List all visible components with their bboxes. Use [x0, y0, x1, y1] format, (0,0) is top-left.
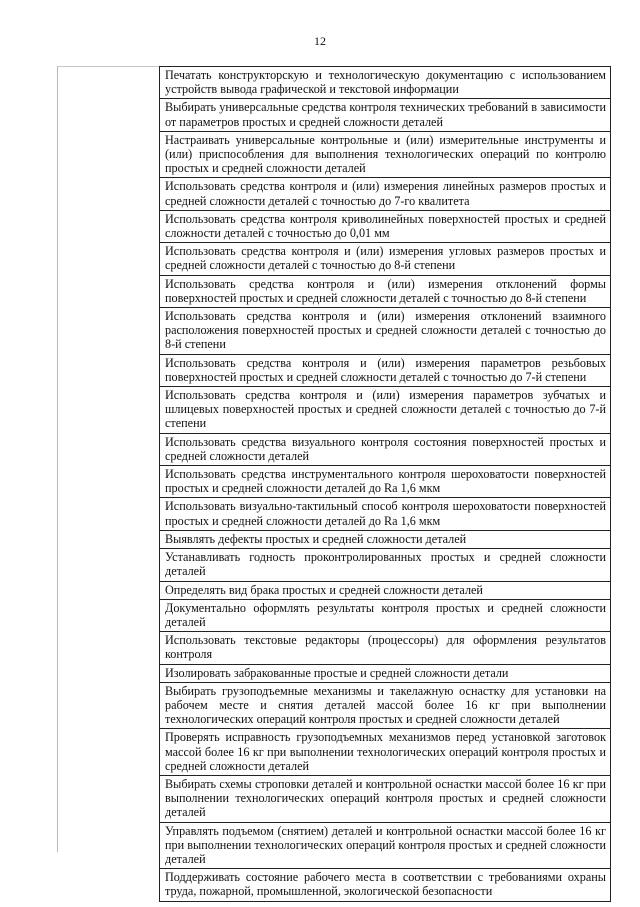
table-row: Использовать средства визуального контроля состояния поверхностей простых и средней сложности деталей [160, 434, 610, 466]
left-column-border [57, 66, 58, 852]
table-row: Проверять исправность грузоподъемных механизмов перед установкой заготовок массой более 16 кг при выполнении технологических операций контроля простых и средней сложности деталей [160, 729, 610, 776]
table-row: Управлять подъемом (снятием) деталей и контрольной оснастки массой более 16 кг при выполнении технологических операций контроля простых и средней сложности деталей [160, 823, 610, 870]
left-column-top-rule [57, 66, 161, 67]
table-row: Устанавливать годность проконтролированных простых и средней сложности деталей [160, 549, 610, 581]
skills-table [159, 66, 611, 902]
table-row: Использовать текстовые редакторы (процессоры) для оформления результатов контроля [160, 632, 610, 664]
table-row: Использовать средства контроля криволинейных поверхностей простых и средней сложности деталей с точностью до 0,01 мм [160, 211, 610, 243]
page-number: 12 [314, 34, 326, 48]
table-row: Использовать средства контроля и (или) измерения параметров зубчатых и шлицевых поверхностей простых и средней сложности деталей с точностью до 7-й степени [160, 387, 610, 434]
table-row: Документально оформлять результаты контроля простых и средней сложности деталей [160, 600, 610, 632]
table-row: Использовать средства контроля и (или) измерения параметров резьбовых поверхностей простых и средней сложности деталей с точностью до 7-й степени [160, 355, 610, 387]
table-row: Использовать средства инструментального контроля шероховатости поверхностей простых и средней сложности деталей до Ra 1,6 мкм [160, 466, 610, 498]
table-row: Определять вид брака простых и средней сложности деталей [160, 582, 610, 600]
table-row: Изолировать забракованные простые и средней сложности детали [160, 665, 610, 683]
table-row: Выбирать схемы строповки деталей и контрольной оснастки массой более 16 кг при выполнении технологических операций контроля простых и средней сложности деталей [160, 776, 610, 823]
table-row: Выявлять дефекты простых и средней сложности деталей [160, 531, 610, 549]
table-row: Использовать средства контроля и (или) измерения отклонений взаимного расположения поверхностей простых и средней сложности деталей с точностью до 8-й степени [160, 308, 610, 355]
table-row: Использовать средства контроля и (или) измерения угловых размеров простых и средней сложности деталей с точностью до 8-й степени [160, 243, 610, 275]
table-row: Поддерживать состояние рабочего места в соответствии с требованиями охраны труда, пожарной, промышленной, экологической безопасности [160, 869, 610, 901]
table-row: Использовать средства контроля и (или) измерения линейных размеров простых и средней сложности деталей с точностью до 7-го квалитета [160, 178, 610, 210]
table-row: Настраивать универсальные контрольные и (или) измерительные инструменты и (или) приспособления для выполнения технологических операций по контролю простых и средней сложности деталей [160, 132, 610, 179]
table-row: Выбирать грузоподъемные механизмы и такелажную оснастку для установки на рабочем месте и снятия деталей массой более 16 кг при выполнении технологических операций контроля простых и средней сложности деталей [160, 683, 610, 730]
table-row: Использовать визуально-тактильный способ контроля шероховатости поверхностей простых и средней сложности деталей до Ra 1,6 мкм [160, 498, 610, 530]
table-row: Печатать конструкторскую и технологическую документацию с использованием устройств вывода графической и текстовой информации [160, 67, 610, 99]
table-row: Выбирать универсальные средства контроля технических требований в зависимости от параметров простых и средней сложности деталей [160, 99, 610, 131]
table-row: Использовать средства контроля и (или) измерения отклонений формы поверхностей простых и средней сложности деталей с точностью до 8-й степени [160, 276, 610, 308]
